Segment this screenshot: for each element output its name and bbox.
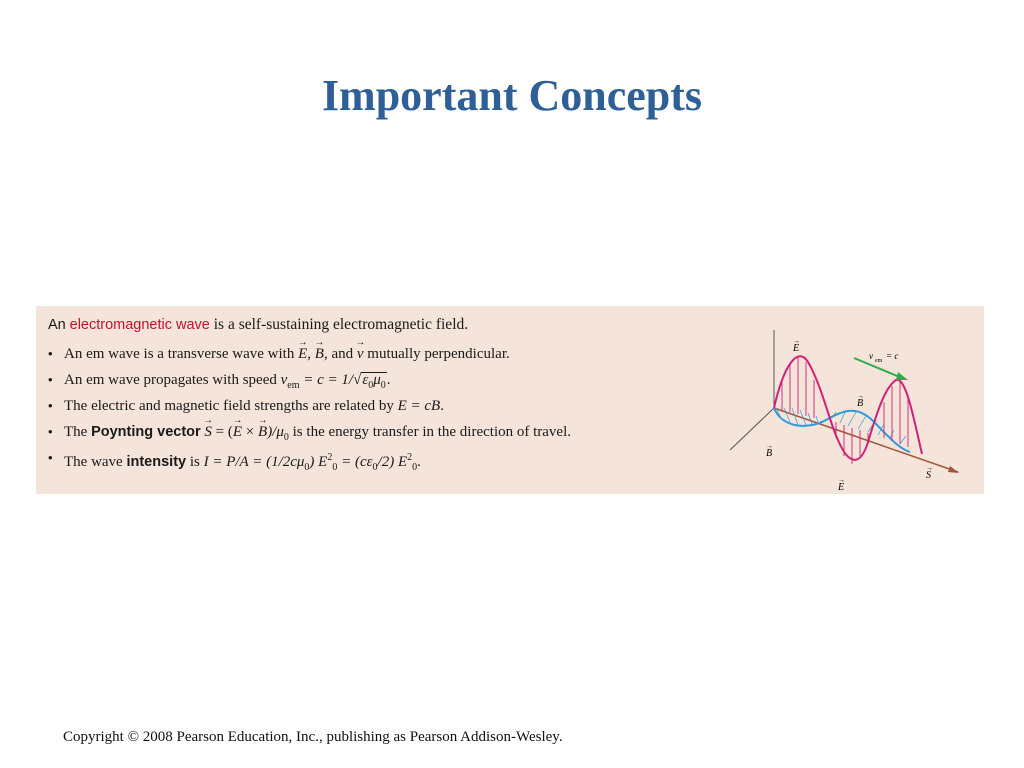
velocity-arrowhead — [896, 372, 908, 380]
mu: μ — [373, 372, 381, 388]
propagation-arrowhead — [948, 466, 959, 473]
bullet-icon: • — [48, 450, 53, 465]
subscript: 0 — [412, 462, 418, 473]
label-s: S — [926, 470, 931, 481]
label-speed-sub: em — [875, 358, 883, 364]
electromagnetic-wave-term: electromagnetic wave — [69, 317, 210, 333]
text: An em wave propagates with speed — [64, 372, 277, 388]
bullet-icon: • — [48, 372, 53, 387]
vector-arrow-icon: → — [793, 337, 800, 345]
text: An em wave is a transverse wave with — [64, 346, 295, 362]
label-speed-eq: = c — [886, 351, 899, 361]
intro-sentence — [48, 316, 468, 334]
bullet-icon: • — [48, 346, 53, 361]
equation: = c = 1/√ — [303, 372, 362, 388]
text: . — [417, 454, 421, 470]
summary-panel — [36, 306, 984, 494]
subscript: 0 — [332, 462, 338, 473]
intensity-term: intensity — [126, 454, 187, 470]
bullet-icon: • — [48, 398, 53, 413]
list-item — [46, 344, 571, 370]
intro-rest: is a self-sustaining electromagnetic field. — [213, 316, 469, 333]
label-e-top: E — [793, 343, 800, 354]
cross-symbol: × — [245, 424, 255, 440]
slide-title: Important Concepts — [321, 71, 703, 120]
text: , — [307, 346, 312, 362]
subscript: em — [287, 380, 300, 391]
text: The wave — [64, 454, 123, 470]
label-b-left: B — [766, 448, 773, 459]
poynting-vector-term: Poynting vector — [91, 424, 201, 440]
field-relation: E = cB — [397, 398, 441, 414]
text: , and — [323, 346, 354, 362]
vector-v: → v — [357, 344, 364, 364]
subscript: 0 — [368, 380, 374, 391]
sqrt-radicand — [361, 372, 386, 393]
equation: )/μ — [267, 424, 284, 440]
subscript: 0 — [304, 462, 310, 473]
label-e-bottom: E — [838, 482, 845, 493]
vector-b: → B — [258, 422, 267, 442]
subscript: 0 — [380, 380, 386, 391]
subscript: 0 — [372, 462, 378, 473]
vector-b: → B — [315, 344, 324, 364]
vector-arrow-icon: → — [857, 392, 864, 400]
label-speed: v — [869, 351, 873, 361]
superscript: 2 — [407, 452, 413, 463]
equation: ) E — [309, 454, 328, 470]
concept-list — [46, 344, 571, 474]
intro-an: An — [48, 317, 66, 333]
em-wave-diagram — [726, 324, 966, 493]
superscript: 2 — [327, 452, 333, 463]
list-item — [46, 448, 571, 474]
equation: = (cε — [337, 454, 373, 470]
copyright-notice: Copyright © 2008 Pearson Education, Inc., publishing as Pearson Addison-Wesley. — [63, 729, 563, 745]
list-item — [46, 422, 571, 448]
vector-s: → S — [204, 422, 212, 442]
epsilon: ε — [362, 372, 369, 388]
text: The — [64, 424, 88, 440]
vector-e: → E — [298, 344, 307, 364]
text: is — [189, 454, 200, 470]
equation: = ( — [215, 424, 233, 440]
text: is the energy transfer in the direction of travel. — [292, 424, 572, 440]
list-item — [46, 370, 571, 396]
label-b-right: B — [857, 398, 864, 409]
list-item — [46, 396, 571, 422]
bullet-icon: • — [48, 424, 53, 439]
propagation-axis — [774, 408, 958, 472]
vector-arrow-icon: → — [766, 442, 773, 450]
vector-e: → E — [233, 422, 242, 442]
text: . — [440, 398, 444, 414]
text: . — [386, 372, 391, 388]
vector-arrow-icon: → — [926, 464, 933, 472]
equation: I = P/A = (1/2cμ — [203, 454, 305, 470]
vector-arrow-icon: → — [838, 476, 845, 484]
text: The electric and magnetic field strengths are related by — [64, 398, 394, 414]
text: mutually perpendicular. — [367, 346, 510, 362]
speed-symbol: v — [280, 372, 288, 388]
equation: /2) E — [377, 454, 408, 470]
subscript: 0 — [283, 432, 289, 443]
